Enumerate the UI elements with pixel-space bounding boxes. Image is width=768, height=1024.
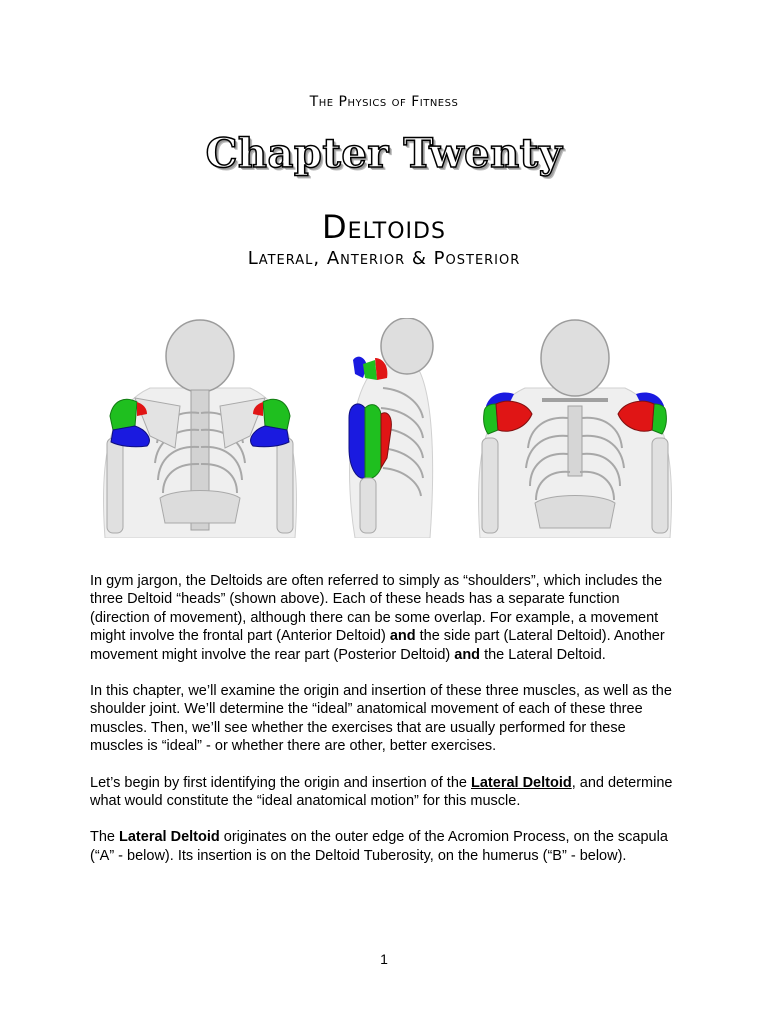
lateral-lateral-deltoid <box>365 405 381 479</box>
paragraph-2: In this chapter, we’ll examine the origin and insertion of these three muscles, as well as the shoulder joint. We’ll determine the “ideal” anatomical movement of each of these three muscles. Then, we’ll see whether the exercises that are usually performed for these muscles is “ideal” - or whether there are other, better exercises. <box>90 683 672 755</box>
series-title: The Physics of Fitness <box>309 94 459 110</box>
paragraph-3: Let’s begin by first identifying the origin and insertion of the Lateral Deltoid, and determine what would constitute the “ideal anatomical motion” for this muscle. <box>90 774 673 810</box>
lateral-deltoid-term: Lateral Deltoid <box>471 774 572 791</box>
deltoid-figures <box>0 318 768 538</box>
page-number: 1 <box>380 951 388 967</box>
body-text <box>90 572 680 883</box>
paragraph-4: The Lateral Deltoid originates on the outer edge of the Acromion Process, on the scapula (“A” - below). Its insertion is on the Deltoid Tuberosity, on the humerus (“B” - below). <box>90 829 668 864</box>
anterior-view-figure <box>470 318 680 538</box>
posterior-lateral-deltoid <box>110 399 137 430</box>
lateral-view-figure <box>335 318 445 538</box>
section-title: Deltoids <box>322 208 446 246</box>
chapter-title: Chapter Twenty <box>205 130 563 177</box>
section-subtitle: Lateral, Anterior & Posterior <box>247 248 521 269</box>
posterior-view-figure <box>95 318 305 538</box>
paragraph-1: In gym jargon, the Deltoids are often referred to simply as “shoulders”, which includes the three Deltoid “heads” (shown above). Each of these heads has a separate function (direction of movement), although there can be some overlap. For example, a movement might involve the frontal part (Anterior Deltoid) and the side part (Lateral Deltoid). Another movement might involve the rear part (Posterior Deltoid) and the Lateral Deltoid. <box>90 573 665 663</box>
